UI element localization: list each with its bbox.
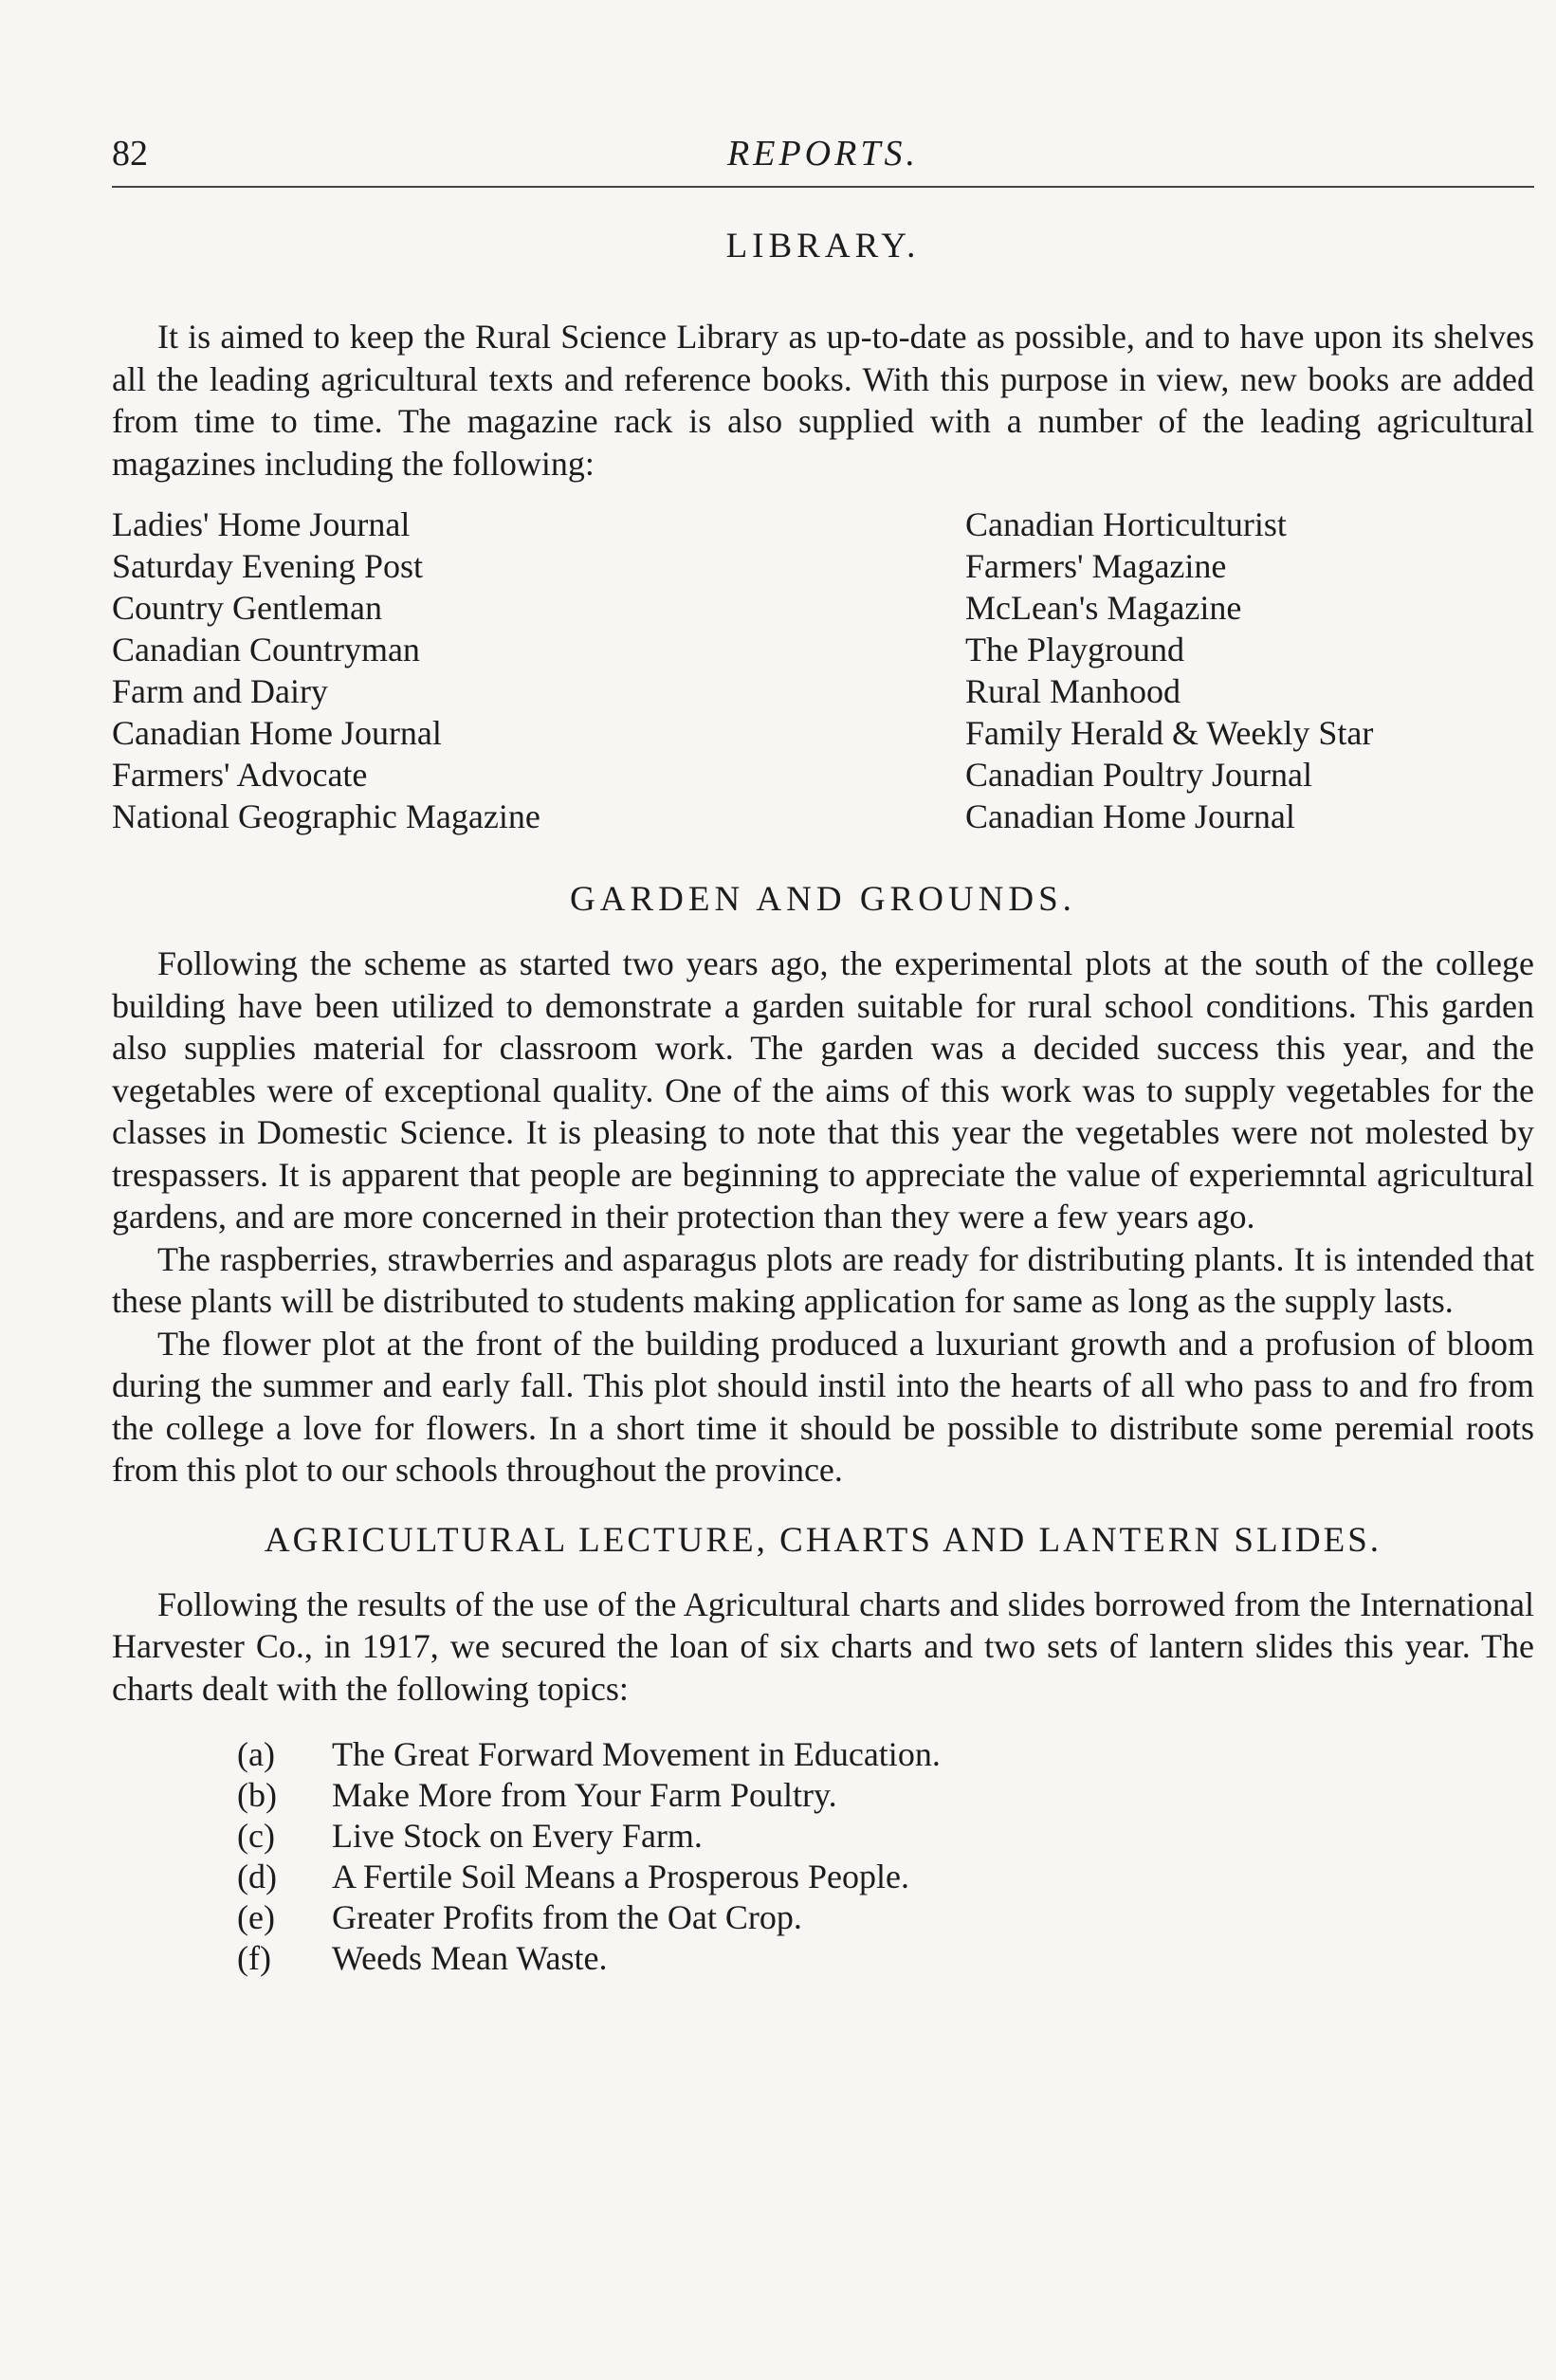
- magazine-item: Rural Manhood: [965, 672, 1181, 710]
- topic-text: Make More from Your Farm Poultry.: [332, 1776, 837, 1814]
- topic-text: Live Stock on Every Farm.: [332, 1817, 703, 1855]
- topic-item: [237, 1734, 1534, 1775]
- topic-label: (d): [237, 1858, 277, 1895]
- topic-label: (e): [237, 1898, 275, 1936]
- topic-item: [237, 1775, 1534, 1816]
- page-content: [112, 226, 1534, 1979]
- garden-section: [112, 879, 1534, 1492]
- topic-label: (a): [237, 1735, 275, 1773]
- lectures-intro: Following the results of the use of the Agricultural charts and slides borrowed from the International Harvester Co., in 1917, we secured the loan of six charts and two sets of lantern slides this year. The charts dealt with the following topics:: [112, 1584, 1534, 1708]
- topic-label: (f): [237, 1939, 271, 1977]
- magazine-item: Ladies' Home Journal: [112, 505, 411, 543]
- topic-text: Greater Profits from the Oat Crop.: [332, 1898, 802, 1936]
- magazine-item: Saturday Evening Post: [112, 547, 423, 585]
- page-number: 82: [112, 134, 148, 174]
- topic-text: The Great Forward Movement in Education.: [332, 1735, 941, 1773]
- topic-item: [237, 1816, 1534, 1857]
- magazine-item: Canadian Horticulturist: [965, 505, 1287, 543]
- magazine-item: Farmers' Advocate: [112, 756, 368, 794]
- magazine-item: Family Herald & Weekly Star: [965, 714, 1374, 752]
- magazine-item: Canadian Poultry Journal: [965, 756, 1312, 794]
- topic-text: Weeds Mean Waste.: [332, 1939, 608, 1977]
- garden-heading: GARDEN AND GROUNDS.: [570, 880, 1076, 919]
- magazine-item: National Geographic Magazine: [112, 797, 540, 835]
- running-head: REPORTS.: [727, 134, 919, 174]
- magazine-column-right: [965, 503, 1534, 837]
- topic-label: (b): [237, 1776, 277, 1814]
- magazine-item: Country Gentleman: [112, 589, 382, 627]
- page-header: [112, 133, 1534, 188]
- magazine-item: The Playground: [965, 631, 1184, 668]
- magazine-item: Canadian Home Journal: [965, 797, 1295, 835]
- topic-label: (c): [237, 1817, 275, 1855]
- magazine-list: [112, 503, 1534, 837]
- magazine-item: Canadian Home Journal: [112, 714, 442, 752]
- topic-item: [237, 1857, 1534, 1897]
- garden-paragraph: Following the scheme as started two years ago, the experimental plots at the south of the college building have been utilized to demonstrate a garden suitable for rural school conditions. This garden also supplies material for classroom work. The garden was a decided success this year, and the vegetables were of exceptional quality. One of the aims of this work was to supply vegetables for the classes in Domestic Science. It is pleasing to note that this year the vegetables were not molested by trespassers. It is apparent that people are beginning to appreciate the value of experiemntal agricultural gardens, and are more concerned in their protection than they were a few years ago.: [112, 944, 1534, 1236]
- chart-topics-list: [112, 1734, 1534, 1979]
- garden-paragraph: The raspberries, strawberries and asparagus plots are ready for distributing plants. It is intended that these plants will be distributed to students making application for same as long as the supply lasts.: [112, 1239, 1534, 1320]
- topic-item: [237, 1938, 1534, 1979]
- topic-item: [237, 1897, 1534, 1938]
- library-section: [112, 226, 1534, 837]
- magazine-item: Farmers' Magazine: [965, 547, 1227, 585]
- magazine-column-left: [112, 503, 965, 837]
- lectures-section: [112, 1520, 1534, 1980]
- magazine-item: Canadian Countryman: [112, 631, 420, 668]
- topic-text: A Fertile Soil Means a Prosperous People.: [332, 1858, 909, 1895]
- garden-paragraph: The flower plot at the front of the building produced a luxuriant growth and a profusion of bloom during the summer and early fall. This plot should instil into the hearts of all who pass to and fro from the college a love for flowers. In a short time it should be possible to distribute some peremial roots from this plot to our schools throughout the province.: [112, 1324, 1534, 1489]
- library-intro: It is aimed to keep the Rural Science Library as up-to-date as possible, and to have upon its shelves all the leading agricultural texts and reference books. With this purpose in view, new books are added from time to time. The magazine rack is also supplied with a number of the leading agricultural magazines including the following:: [112, 318, 1534, 483]
- magazine-item: McLean's Magazine: [965, 589, 1242, 627]
- library-heading: LIBRARY.: [725, 227, 921, 265]
- magazine-item: Farm and Dairy: [112, 672, 328, 710]
- lectures-heading: AGRICULTURAL LECTURE, CHARTS AND LANTERN SLIDES.: [264, 1520, 1382, 1560]
